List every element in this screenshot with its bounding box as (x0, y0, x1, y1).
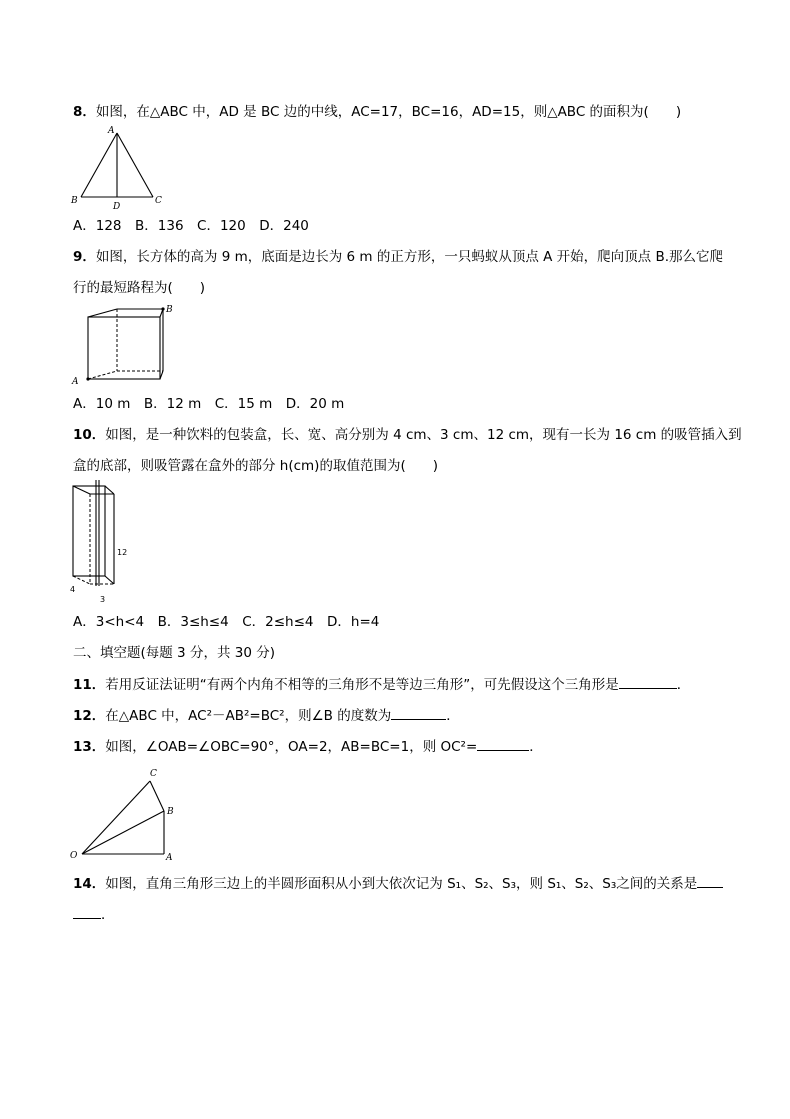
question-end: ． (676, 677, 691, 693)
question-end: ． (529, 739, 543, 755)
cuboid-figure (70, 300, 180, 390)
question-14-line2 (73, 904, 115, 925)
label-b: B (166, 305, 173, 315)
answer-blank[interactable] (619, 674, 677, 689)
question-number: 13． (73, 739, 106, 755)
label-width: 3 (100, 595, 106, 604)
question-9-options: A．10 m B．12 m C．15 m D．20 m (73, 396, 345, 412)
question-text: 如图，长方体的高为 9 m，底面是边长为 6 m 的正方形，一只蚂蚁从顶点 A 开始，爬向顶点 B.那么它爬 (95, 249, 724, 265)
question-8 (73, 102, 681, 122)
label-c: C (155, 196, 162, 206)
question-text: 如图，在△ABC 中，AD 是 BC 边的中线，AC=17，BC=16，AD=15，则△ABC 的面积为( ) (95, 104, 682, 120)
question-10-options: A．3<h<4 B．3≤h≤4 C．2≤h≤4 D．h=4 (73, 614, 380, 630)
question-number: 10． (73, 427, 106, 443)
question-text: 如图，是一种饮料的包装盒，长、宽、高分别为 4 cm、3 cm、12 cm，现有一长为 16 cm 的吸管插入到 (105, 427, 742, 443)
section-heading: 二、填空题(每题 3 分，共 30 分) (73, 645, 275, 661)
label-b: B (71, 196, 78, 206)
question-number: 11． (73, 677, 106, 693)
label-c: C (150, 769, 157, 779)
question-end: ． (101, 907, 115, 923)
question-10-line2: 盒的底部，则吸管露在盒外的部分 h(cm)的取值范围为( ) (73, 458, 438, 474)
question-9 (73, 247, 723, 267)
label-o: O (70, 851, 78, 861)
label-a: A (108, 126, 115, 136)
question-number: 9． (73, 249, 96, 265)
question-8-options: A．128 B．136 C．120 D．240 (73, 218, 309, 234)
answer-blank[interactable] (73, 904, 101, 919)
question-end: ． (446, 708, 460, 724)
question-text: 如图，∠OAB=∠OBC=90°，OA=2，AB=BC=1，则 OC²= (105, 739, 478, 755)
answer-blank[interactable] (697, 873, 723, 888)
right-triangles-figure (66, 764, 186, 864)
answer-blank[interactable] (391, 705, 446, 720)
question-number: 8． (73, 104, 96, 120)
question-text: 若用反证法证明“有两个内角不相等的三角形不是等边三角形”，可先假设这个三角形是 (105, 677, 619, 693)
question-14 (73, 873, 723, 894)
label-height: 12 (117, 548, 128, 557)
question-number: 12． (73, 708, 106, 724)
label-a: A (166, 853, 173, 863)
question-text: 在△ABC 中，AC²－AB²=BC²，则∠B 的度数为 (105, 708, 392, 724)
label-length: 4 (70, 585, 76, 594)
question-11 (73, 674, 690, 695)
answer-blank[interactable] (477, 736, 529, 751)
label-b: B (167, 807, 174, 817)
question-number: 14． (73, 876, 106, 892)
label-a: A (72, 377, 79, 387)
triangle-abc-figure (70, 125, 170, 210)
question-10 (73, 425, 742, 445)
question-12 (73, 705, 460, 726)
question-9-line2: 行的最短路程为( ) (73, 280, 206, 296)
question-text: 如图，直角三角形三边上的半圆形面积从小到大依次记为 S₁、S₂、S₃，则 S₁、S₂、S₃之间的关系是 (105, 876, 698, 892)
question-13 (73, 736, 543, 757)
label-d: D (113, 202, 121, 212)
drink-box-figure (66, 480, 136, 605)
